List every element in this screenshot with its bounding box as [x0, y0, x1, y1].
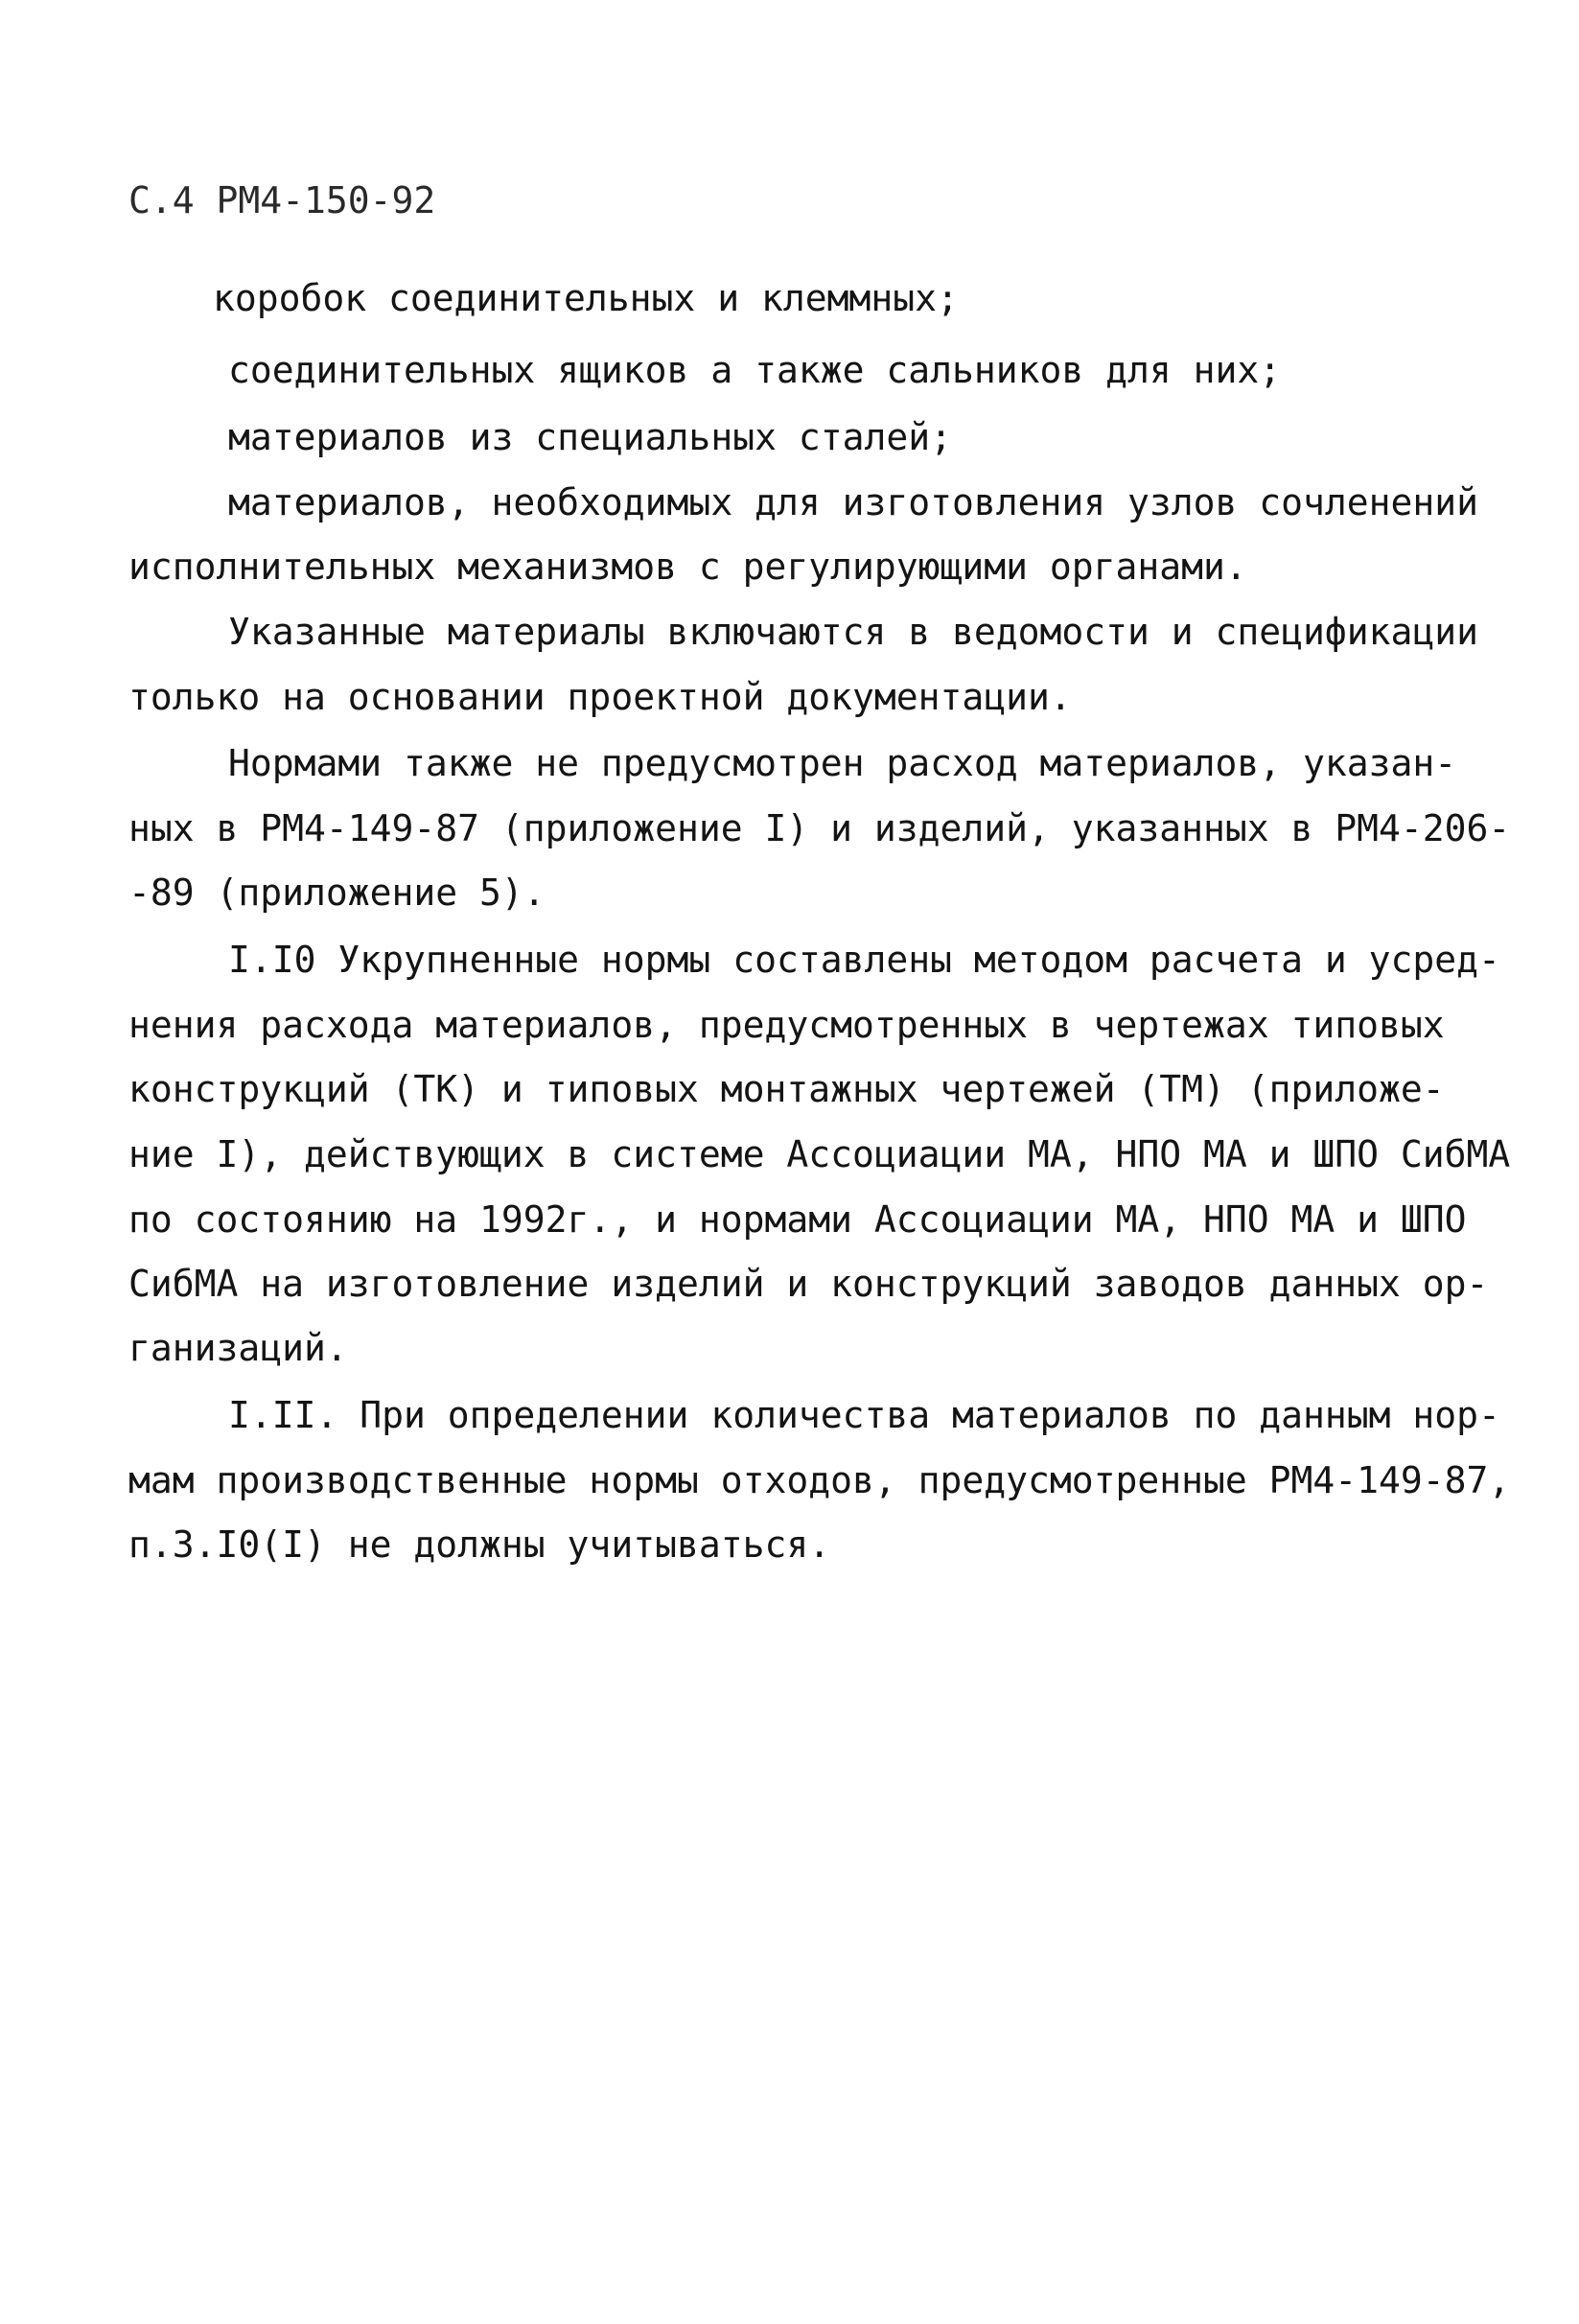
- text-line: соединительных ящиков а также сальников для них;: [228, 349, 1282, 391]
- text-line: материалов из специальных сталей;: [228, 416, 952, 458]
- text-line: конструкций (ТК) и типовых монтажных чертежей (ТМ) (приложе-: [128, 1068, 1445, 1110]
- text-line: -89 (приложение 5).: [128, 872, 546, 914]
- text-line: по состоянию на 1992г., и нормами Ассоциации МА, НПО МА и ШПО: [128, 1198, 1467, 1241]
- text-line: материалов, необходимых для изготовления узлов сочленений: [228, 481, 1479, 523]
- text-line: п.3.I0(I) не должны учитываться.: [128, 1523, 831, 1566]
- text-line: СибМА на изготовление изделий и конструкций заводов данных ор-: [128, 1263, 1489, 1305]
- text-line: исполнительных механизмов с регулирующими органами.: [128, 546, 1247, 588]
- text-line: ных в РМ4-149-87 (приложение I) и изделий, указанных в РМ4-206-: [128, 807, 1511, 849]
- text-line: I.I0 Укрупненные нормы составлены методом расчета и усред-: [228, 939, 1500, 981]
- text-line: мам производственные нормы отходов, предусмотренные РМ4-149-87,: [128, 1459, 1511, 1501]
- text-line: Указанные материалы включаются в ведомости и спецификации: [228, 611, 1479, 653]
- text-line: коробок соединительных и клеммных;: [213, 277, 959, 319]
- text-line: ганизаций.: [128, 1327, 348, 1369]
- text-line: нения расхода материалов, предусмотренных в чертежах типовых: [128, 1004, 1445, 1046]
- page-header: С.4 РМ4-150-92: [128, 179, 436, 221]
- text-line: только на основании проектной документации.: [128, 676, 1072, 718]
- text-line: Нормами также не предусмотрен расход материалов, указан-: [228, 742, 1457, 784]
- text-line: I.II. При определении количества материалов по данным нор-: [228, 1394, 1500, 1436]
- text-line: ние I), действующих в системе Ассоциации МА, НПО МА и ШПО СибМА: [128, 1133, 1511, 1175]
